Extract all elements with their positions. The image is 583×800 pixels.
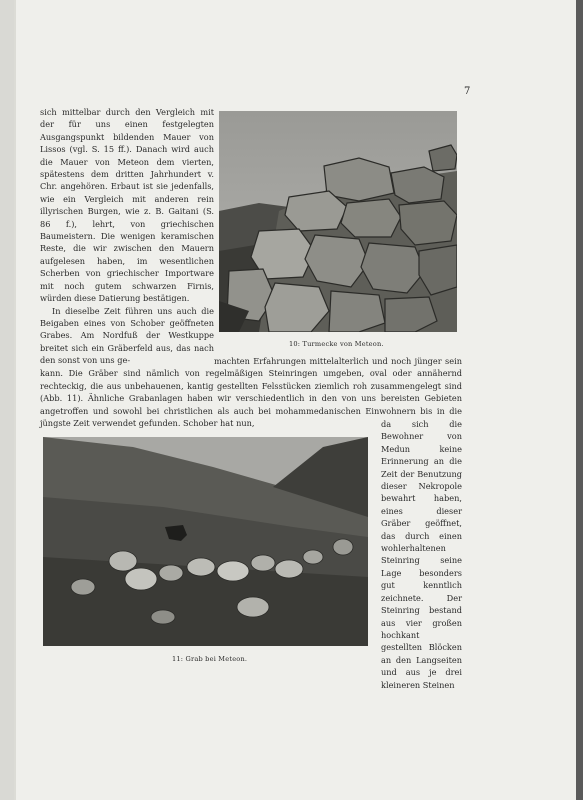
figure-11-caption: 11: Grab bei Meteon.	[172, 655, 248, 663]
book-page	[14, 0, 576, 800]
paragraph-1: sich mittelbar durch den Vergleich mit der für uns einen festgelegten Ausgangspunkt bildenden Mauer von Lissos (vgl. S. 15 ff.). Danach wird auch die Mauer von Meteon dem vierten, spätestens dem dritten Jahrhundert v. Chr. angehören. Erbaut ist sie jedenfalls, wie ein Vergleich mit anderen rein illyrischen Burgen, wie z. B. Gaitani (S. 86 f.), lehrt, von griechischen Baumeistern. Die wenigen keramischen Reste, die wir zwischen den Mauern aufgelesen haben, im wesentlichen Scherben von griechischer Importware mit noch gutem schwarzen Firnis, würden diese Datierung bestätigen.	[40, 107, 214, 304]
figure-10-caption: 10: Turmecke von Meteon.	[289, 340, 384, 348]
paragraph-2: In dieselbe Zeit führen uns auch die Beigaben eines von Schober geöffneten Grabes. Am Nordfuß der Westkuppe breitet sich ein Gräberfeld aus, das nach den sonst von uns ge-	[40, 305, 214, 366]
figure-11-photo	[43, 437, 368, 646]
figure-10-photo	[219, 111, 457, 332]
page-number: 7	[464, 86, 471, 97]
full-width-paragraph: machten Erfahrungen mittelalterlich und noch jünger sein kann. Die Gräber sind nämlich von regelmäßigen Steinringen umgeben, oval oder annähernd rechteckig, die aus unbehauenen, kantig gestellten Felsstücken ziemlich roh zusammengelegt sind (Abb. 11). Ähnliche Grabanlagen haben wir verschiedentlich in den von uns bereisten Gebieten angetroffen und sowohl bei christlichen als auch bei mohammedanischen Einwohnern bis in die jüngste Zeit verwendet gefunden. Schober hat nun,	[40, 356, 462, 429]
page-edge	[0, 0, 14, 800]
text-column-top-left	[40, 106, 214, 367]
text-column-bottom-right: da sich die Bewohner von Medun keine Erinnerung an die Zeit der Benutzung dieser Nekropole bewahrt haben, eines dieser Gräber geöffnet, das durch einen wohlerhaltenen Steinring seine Lage besonders gut kenntlich zeichnete. Der Steinring bestand aus vier großen hochkant gestellten Blöcken an den Langseiten und aus je drei kleineren Steinen	[381, 419, 462, 690]
